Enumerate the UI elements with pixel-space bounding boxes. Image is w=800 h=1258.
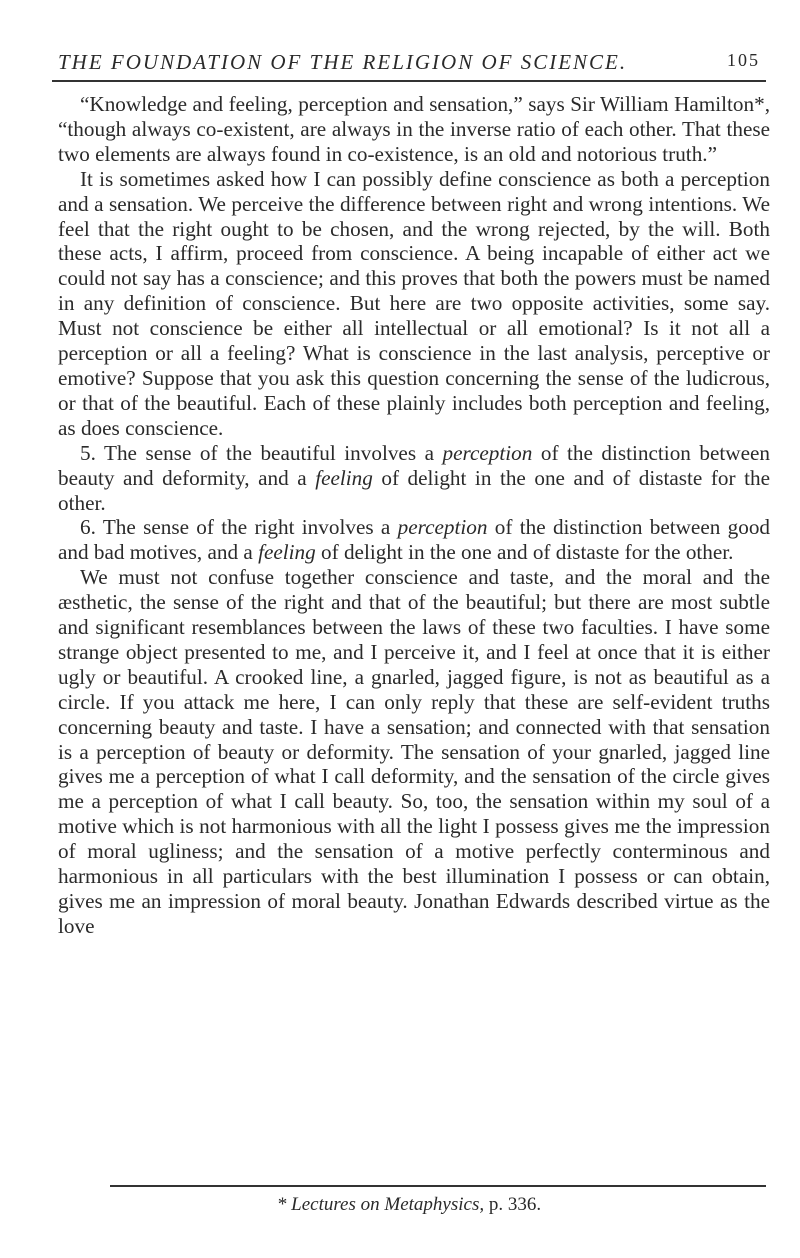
paragraph-text: 5. The sense of the beautiful involves a [80,440,443,465]
emphasis-text: perception [442,440,533,465]
footnote-rule [110,1185,766,1187]
paragraph-p5 [58,565,770,939]
emphasis-text: feeling [258,540,316,565]
emphasis-text: feeling [315,465,373,490]
footnote-marker: * [276,1194,287,1215]
running-title: THE FOUNDATION OF THE RELIGION OF SCIENCE. [58,50,628,74]
paragraph-p1 [58,92,770,167]
emphasis-text: perception [397,515,488,540]
paragraph-text: of the distinction between good and bad motives, and a [58,515,771,565]
page-number: 105 [727,50,760,70]
running-header [58,50,760,84]
header-rule [52,80,766,82]
paragraph-p4 [58,515,770,565]
paragraph-p2 [58,167,770,441]
paragraph-text: “Knowledge and feeling, perception and sensation,” says Sir William Hamilton*, “though always co-existent, are always in the inverse ratio of each other. That these two elements are always found in co-existence, is an old and notorious truth.” [58,92,770,166]
paragraph-text: of delight in the one and of distaste for the other. [315,540,734,565]
paragraph-text: of delight in the one and of distaste for the other. [58,465,770,515]
paragraph-text: We must not confuse together conscience and taste, and the moral and the æsthetic, the sense of the right and that of the beautiful; but there are most subtle and significant resemblances between the laws of these two faculties. I have some strange object presented to me, and I perceive it, and I feel at once that it is either ugly or beautiful. A crooked line, a gnarled, jagged figure, is not as beautiful as a circle. If you attack me here, I can only reply that these are self-evident truths concerning beauty and taste. I have a sensation; and connected with that sensation is a perception of beauty or deformity. The sensation of your gnarled, jagged line gives me a perception of what I call deformity, and the sensation of the circle gives me a perception of what I call beauty. So, too, the sensation within my soul of a motive which is not harmonious with all the light I possess gives me the impression of moral ugliness; and the sensation of a motive perfectly conterminous and harmonious in all particulars with the best illumination I possess or can obtain, gives me an impression of moral beauty. Jonathan Edwards described virtue as the love [58,565,770,938]
body-text [58,92,770,939]
paragraph-text: of the distinction between beauty and deformity, and a [58,440,770,490]
footnote-page-ref: p. 336. [488,1194,542,1215]
footnote-source: Lectures on Metaphysics, [291,1194,485,1215]
footnote [52,1194,766,1216]
paragraph-text: 6. The sense of the right involves a [80,515,398,540]
paragraph-text: It is sometimes asked how I can possibly define conscience as both a perception and a sensation. We perceive the difference between right and wrong intentions. We feel that the right ought to be chosen, and the wrong rejected, by the will. Both these acts, I affirm, proceed from conscience. A being incapable of either act we could not say has a conscience; and this proves that both the powers must be named in any definition of conscience. But here are two opposite activities, some say. Must not conscience be either all intellectual or all emotional? Is it not all a perception or all a feeling? What is conscience in the last analysis, perceptive or emotive? Suppose that you ask this question concerning the sense of the ludicrous, or that of the beautiful. Each of these plainly includes both perception and feeling, as does conscience. [58,166,770,440]
paragraph-p3 [58,441,770,516]
